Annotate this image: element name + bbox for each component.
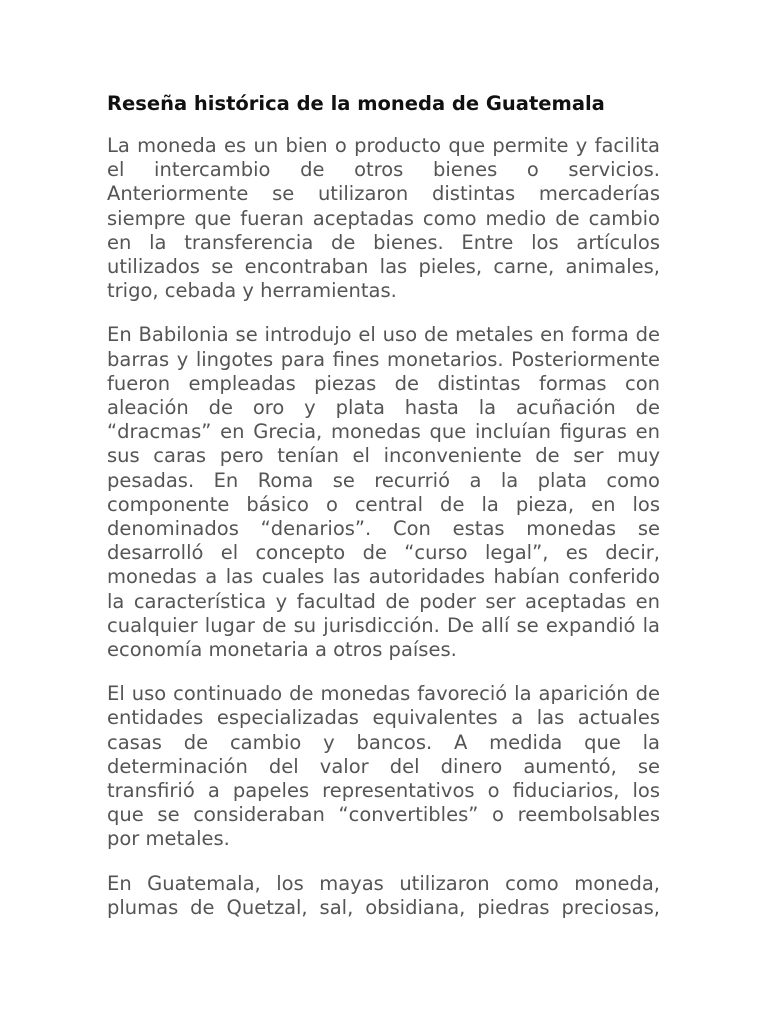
document-title: Reseña histórica de la moneda de Guatemala xyxy=(107,92,605,115)
document-page xyxy=(107,90,660,940)
paragraph-3: El uso continuado de monedas favoreció la aparición de entidades especializadas equivalentes a las actuales casas de cambio y bancos. A medida que la determinación del valor del dinero aumentó, se transfirió a papeles representativos o fiduciarios, los que se consideraban “convertibles” o reembolsables por metales. xyxy=(107,682,660,851)
paragraph-4: En Guatemala, los mayas utilizaron como moneda, plumas de Quetzal, sal, obsidiana, piedras preciosas, xyxy=(107,871,660,919)
paragraph-1: La moneda es un bien o producto que permite y facilita el intercambio de otros bienes o servicios. Anteriormente se utilizaron distintas mercaderías siempre que fueran aceptadas como medio de cambio en la transferencia de bienes. Entre los artículos utilizados se encontraban las pieles, carne, animales, trigo, cebada y herramientas. xyxy=(107,134,660,303)
paragraph-2: En Babilonia se introdujo el uso de metales en forma de barras y lingotes para fines monetarios. Posteriormente fueron empleadas piezas de distintas formas con aleación de oro y plata hasta la acuñación de “dracmas” en Grecia, monedas que incluían figuras en sus caras pero tenían el inconveniente de ser muy pesadas. En Roma se recurrió a la plata como componente básico o central de la pieza, en los denominados “denarios”. Con estas monedas se desarrolló el concepto de “curso legal”, es decir, monedas a las cuales las autoridades habían conferido la característica y facultad de poder ser aceptadas en cualquier lugar de su jurisdicción. De allí se expandió la economía monetaria a otros países. xyxy=(107,323,660,662)
